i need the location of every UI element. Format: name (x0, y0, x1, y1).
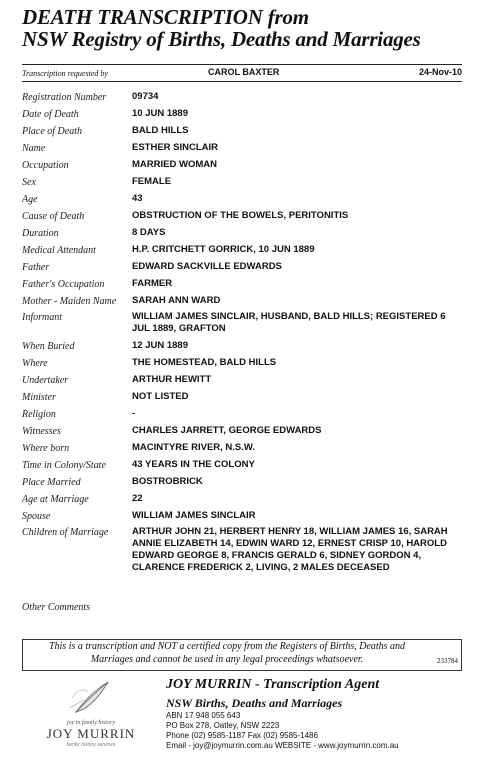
field-label: Sex (22, 177, 36, 188)
field-value: 43 (132, 193, 143, 204)
field-label: Witnesses (22, 426, 61, 437)
field-label: Cause of Death (22, 211, 85, 222)
field-value: 8 DAYS (132, 227, 166, 238)
field-label: Father's Occupation (22, 279, 105, 290)
request-rule (22, 81, 462, 82)
disclaimer-line-2: Marriages and cannot be used in any legal proceedings whatsoever. (90, 654, 364, 665)
field-label: Medical Attendant (22, 245, 96, 256)
field-label: Spouse (22, 511, 51, 522)
field-value: 12 JUN 1889 (132, 340, 188, 351)
field-label: Name (22, 143, 46, 154)
field-label: Religion (22, 409, 56, 420)
joy-murrin-logo (36, 678, 146, 766)
field-label: Where (22, 358, 48, 369)
request-row (22, 67, 462, 81)
field-label: Father (22, 262, 50, 273)
field-label: Minister (22, 392, 56, 403)
field-label: Place Married (22, 477, 81, 488)
field-value: WILLIAM JAMES SINCLAIR (132, 510, 256, 521)
field-value: - (132, 408, 136, 419)
field-value: FEMALE (132, 176, 172, 187)
title-line-1: DEATH TRANSCRIPTION from (22, 5, 309, 29)
field-value: FARMER (132, 278, 173, 289)
reference-number: 233784 (437, 657, 458, 665)
field-value: ESTHER SINCLAIR (132, 142, 219, 153)
legal-disclaimer (22, 639, 462, 671)
top-rule (22, 64, 462, 65)
field-value: SARAH ANN WARD (132, 295, 221, 306)
title-line-2: NSW Registry of Births, Deaths and Marriages (22, 27, 421, 51)
field-value: MARRIED WOMAN (132, 159, 217, 170)
field-value: CHARLES JARRETT, GEORGE EDWARDS (132, 425, 322, 436)
field-label: Place of Death (22, 126, 82, 137)
field-value: 09734 (132, 91, 159, 102)
agent-contact: Email - joy@joymurrin.com.au WEBSITE - www.joymurrin.com.au (166, 741, 399, 750)
logo-tagline: joy in family history (66, 720, 116, 726)
field-label: Registration Number (22, 92, 107, 103)
agent-abn: ABN 17 948 055 643 (166, 711, 241, 720)
field-value: THE HOMESTEAD, BALD HILLS (132, 357, 277, 368)
field-value: MACINTYRE RIVER, N.S.W. (132, 442, 255, 453)
request-label: Transcription requested by (22, 69, 108, 78)
agent-phone: Phone (02) 9585-1187 Fax (02) 9585-1486 (166, 731, 318, 740)
field-value: ARTHUR JOHN 21, HERBERT HENRY 18, WILLIAM JAMES 16, SARAH ANNIE ELIZABETH 14, EDWIN WARD 12, ERNEST CRISP 10, HAROLD EDWARD GEORGE 8, FRANCIS GERALD 6, SIDNEY GORDON 4, CLARENCE FREDERICK 2, LIVING, 2 MALES DECEASED (132, 526, 448, 573)
field-value: 43 YEARS IN THE COLONY (132, 459, 255, 470)
field-label: Children of Marriage (22, 527, 109, 538)
field-label: Time in Colony/State (22, 460, 106, 471)
field-label: Other Comments (22, 602, 91, 613)
logo-brand: JOY MURRIN (46, 726, 136, 741)
agent-role: - Transcription Agent (251, 677, 380, 692)
field-value: BOSTROBRICK (132, 476, 203, 487)
agent-registry: NSW Births, Deaths and Marriages (166, 696, 343, 710)
logo-subtitle: family history services (66, 742, 116, 748)
field-label: Informant (22, 312, 62, 323)
field-label: Age at Marriage (22, 494, 89, 505)
field-value: H.P. CRITCHETT GORRICK, 10 JUN 1889 (132, 244, 315, 255)
field-value: NOT LISTED (132, 391, 189, 402)
field-label: Age (22, 194, 38, 205)
agent-name: JOY MURRIN (166, 677, 252, 692)
field-value: 10 JUN 1889 (132, 108, 188, 119)
document-title (22, 6, 421, 50)
field-value: WILLIAM JAMES SINCLAIR, HUSBAND, BALD HILLS; REGISTERED 6 JUL 1889, GRAFTON (132, 311, 446, 334)
field-label: Mother - Maiden Name (22, 296, 117, 307)
agent-details (166, 677, 466, 751)
field-value: ARTHUR HEWITT (132, 374, 212, 385)
field-value: 22 (132, 493, 143, 504)
field-label: Occupation (22, 160, 69, 171)
request-date: 24-Nov-10 (418, 67, 462, 77)
field-label: Where born (22, 443, 70, 454)
field-value: OBSTRUCTION OF THE BOWELS, PERITONITIS (132, 210, 349, 221)
requester-name: CAROL BAXTER (208, 67, 280, 77)
agent-address: PO Box 278, Oatley, NSW 2223 (166, 721, 280, 730)
field-label: Undertaker (22, 375, 69, 386)
disclaimer-line-1: This is a transcription and NOT a certified copy from the Registers of Births, Deaths and (48, 641, 406, 652)
field-label: When Buried (22, 341, 75, 352)
feather-quill-icon (66, 678, 116, 716)
field-label: Duration (22, 228, 59, 239)
agent-heading (166, 677, 466, 693)
field-value: BALD HILLS (132, 125, 189, 136)
field-value: EDWARD SACKVILLE EDWARDS (132, 261, 282, 272)
field-label: Date of Death (22, 109, 79, 120)
